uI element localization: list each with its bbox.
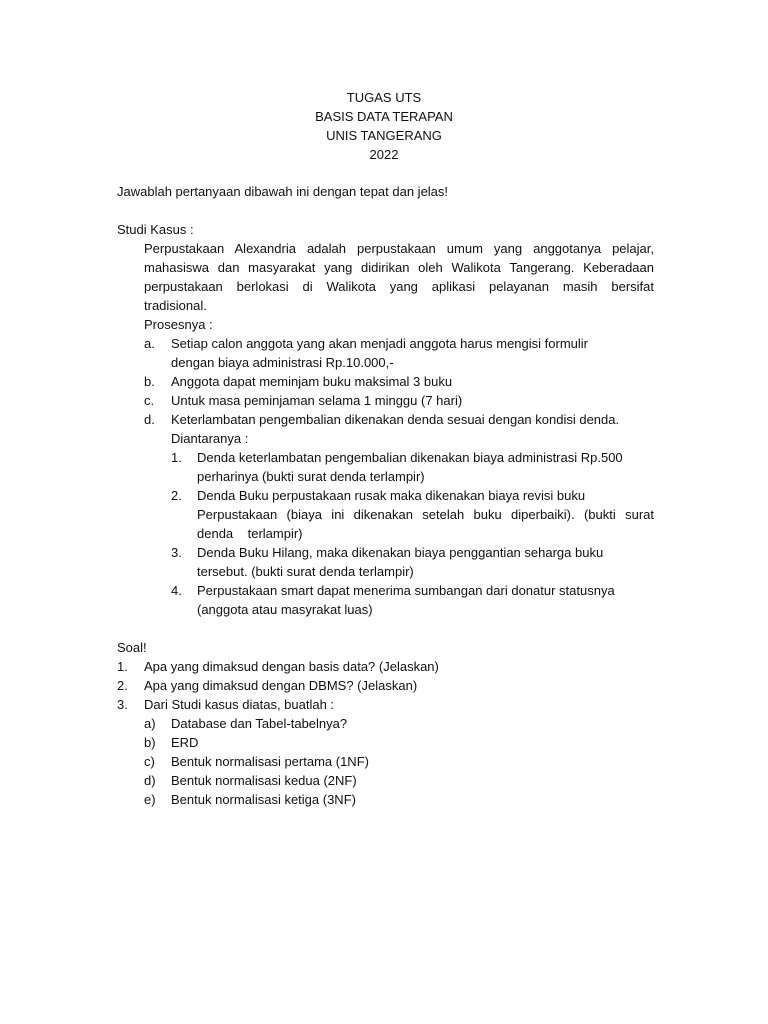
process-item-text: Keterlambatan pengembalian dikenakan denda sesuai dengan kondisi denda. — [171, 412, 620, 427]
case-paragraph-line: tradisional. — [144, 298, 207, 313]
sub-question-marker: d) — [144, 773, 156, 788]
process-item-text: Setiap calon anggota yang akan menjadi anggota harus mengisi formulir — [171, 336, 588, 351]
penalty-item-marker: 3. — [171, 545, 182, 560]
penalty-item-marker: 1. — [171, 450, 182, 465]
process-label: Prosesnya : — [144, 317, 213, 332]
instruction-text: Jawablah pertanyaan dibawah ini dengan tepat dan jelas! — [117, 184, 449, 199]
sub-question-text: Bentuk normalisasi pertama (1NF) — [171, 754, 369, 769]
case-study-heading: Studi Kasus : — [117, 222, 194, 237]
process-item-marker: d. — [144, 412, 155, 427]
document-header — [0, 88, 768, 164]
case-paragraph-line: Perpustakaan Alexandria adalah perpustakaan umum yang anggotanya pelajar, — [144, 241, 654, 256]
penalty-item-text: Denda Buku Hilang, maka dikenakan biaya penggantian seharga buku — [197, 545, 604, 560]
questions-heading: Soal! — [117, 640, 147, 655]
process-item-marker: c. — [144, 393, 155, 408]
question-marker: 3. — [117, 697, 128, 712]
header-title: TUGAS UTS — [346, 90, 422, 105]
penalty-item-text: denda terlampir) — [197, 526, 303, 541]
process-item-marker: a. — [144, 336, 155, 351]
penalty-item-text: tersebut. (bukti surat denda terlampir) — [197, 564, 414, 579]
sub-question-marker: e) — [144, 792, 156, 807]
sub-question-marker: b) — [144, 735, 156, 750]
process-item-text: Diantaranya : — [171, 431, 249, 446]
question-marker: 1. — [117, 659, 128, 674]
process-item-text: dengan biaya administrasi Rp.10.000,- — [171, 355, 394, 370]
sub-question-marker: a) — [144, 716, 156, 731]
penalty-item-marker: 2. — [171, 488, 182, 503]
header-year: 2022 — [369, 147, 399, 162]
header-university: UNIS TANGERANG — [326, 128, 442, 143]
penalty-item-text: Perpustakaan (biaya ini dikenakan setelah buku diperbaiki). (bukti surat — [197, 507, 654, 522]
sub-question-text: Database dan Tabel-tabelnya? — [171, 716, 348, 731]
penalty-item-text: Denda Buku perpustakaan rusak maka dikenakan biaya revisi buku — [197, 488, 586, 503]
process-item-text: Anggota dapat meminjam buku maksimal 3 buku — [171, 374, 453, 389]
sub-question-marker: c) — [144, 754, 155, 769]
case-paragraph-line: mahasiswa dan masyarakat yang didirikan oleh Walikota Tangerang. Keberadaan — [144, 260, 654, 275]
sub-question-text: Bentuk normalisasi kedua (2NF) — [171, 773, 357, 788]
penalty-item-text: (anggota atau masyrakat luas) — [197, 602, 373, 617]
penalty-item-text: Perpustakaan smart dapat menerima sumbangan dari donatur statusnya — [197, 583, 615, 598]
question-text: Apa yang dimaksud dengan basis data? (Jelaskan) — [144, 659, 439, 674]
sub-question-text: ERD — [171, 735, 199, 750]
question-text: Apa yang dimaksud dengan DBMS? (Jelaskan) — [144, 678, 418, 693]
process-item-marker: b. — [144, 374, 155, 389]
question-marker: 2. — [117, 678, 128, 693]
case-paragraph-line: perpustakaan berlokasi di Walikota yang aplikasi pelayanan masih bersifat — [144, 279, 654, 294]
sub-question-text: Bentuk normalisasi ketiga (3NF) — [171, 792, 356, 807]
process-item-text: Untuk masa peminjaman selama 1 minggu (7 hari) — [171, 393, 463, 408]
penalty-item-marker: 4. — [171, 583, 182, 598]
question-text: Dari Studi kasus diatas, buatlah : — [144, 697, 335, 712]
header-course: BASIS DATA TERAPAN — [315, 109, 453, 124]
penalty-item-text: Denda keterlambatan pengembalian dikenakan biaya administrasi Rp.500 — [197, 450, 623, 465]
penalty-item-text: perharinya (bukti surat denda terlampir) — [197, 469, 425, 484]
